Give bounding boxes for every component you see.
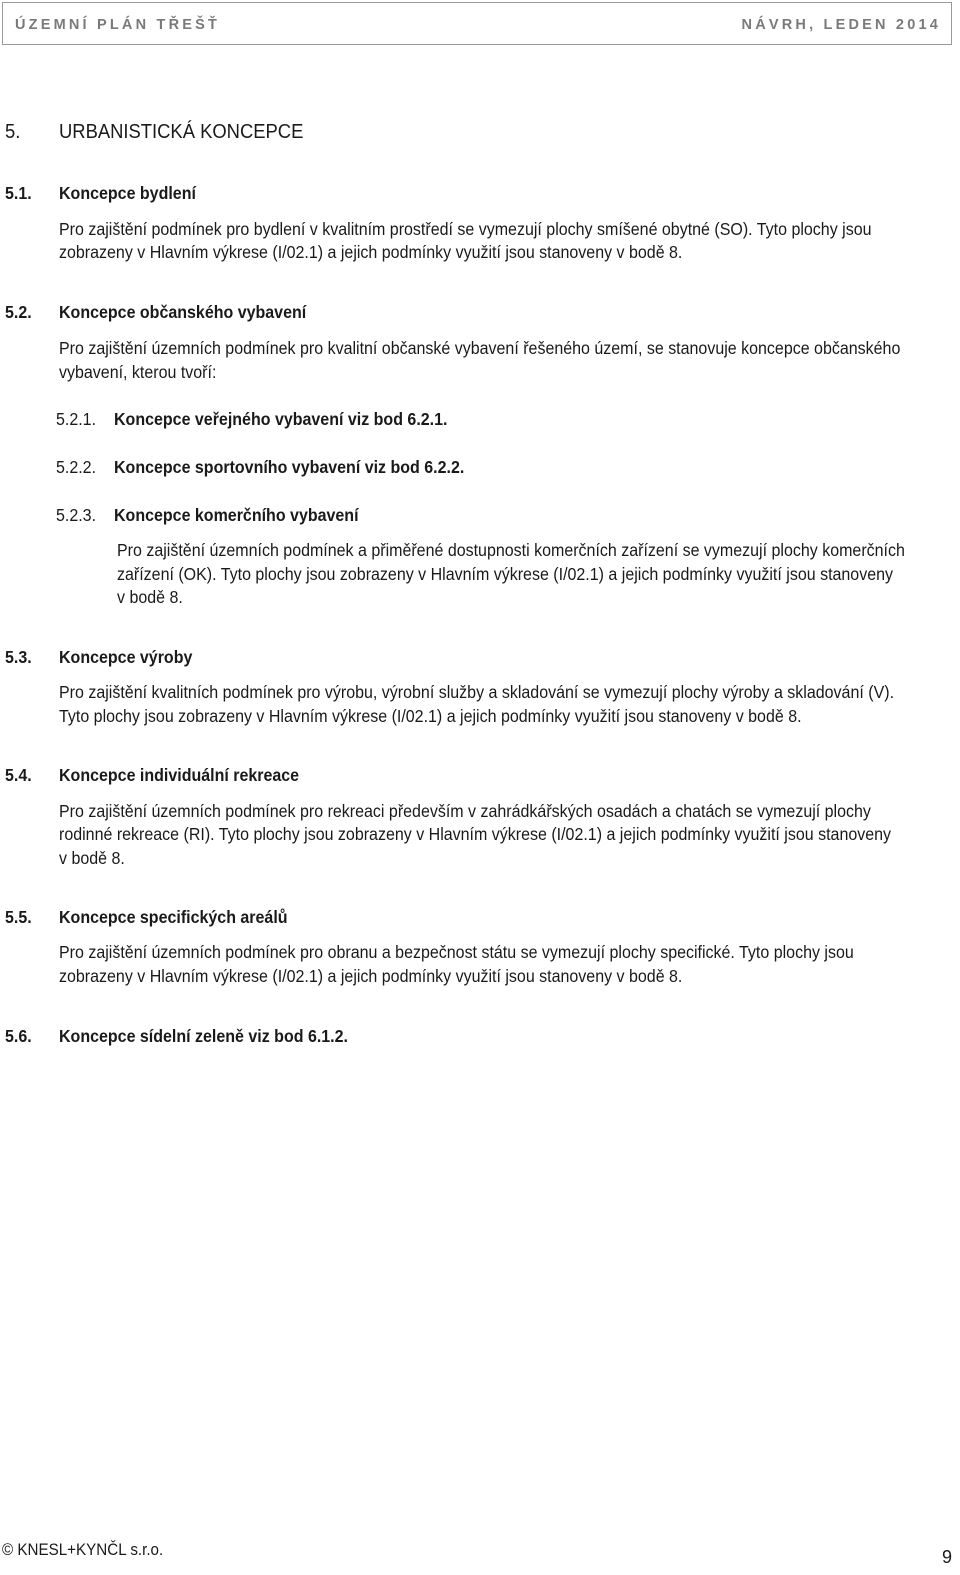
section-number-5-3: 5.3. [5,647,32,667]
section-5-2-line-2: vybavení, kterou tvoří: [59,362,217,382]
subsection-number-5-2-2: 5.2.2. [56,457,97,477]
section-5-1-line-2: zobrazeny v Hlavním výkrese (I/02.1) a jejich podmínky využití jsou stanoveny v bodě 8. [59,242,683,262]
section-5-4-line-2: rodinné rekreace (RI). Tyto plochy jsou zobrazeny v Hlavním výkrese (I/02.1) a jejich podmínky využití jsou stanoveny [59,824,892,844]
section-5-5-line-1: Pro zajištění územních podmínek pro obranu a bezpečnost státu se vymezují plochy specifické. Tyto plochy jsou [59,942,854,962]
chapter-title: URBANISTICKÁ KONCEPCE [59,121,304,143]
section-5-4-line-3: v bodě 8. [59,848,125,868]
section-number-5-2: 5.2. [5,302,32,322]
subsection-title-5-2-2: Koncepce sportovního vybavení viz bod 6.2.2. [114,457,465,477]
subsection-title-5-2-1: Koncepce veřejného vybavení viz bod 6.2.1. [114,409,448,429]
section-5-1-line-1: Pro zajištění podmínek pro bydlení v kvalitním prostředí se vymezují plochy smíšené obytné (SO). Tyto plochy jsou [59,219,872,239]
section-5-3-line-2: Tyto plochy jsou zobrazeny v Hlavním výkrese (I/02.1) a jejich podmínky využití jsou stanoveny v bodě 8. [59,706,802,726]
section-number-5-1: 5.1. [5,183,32,203]
section-5-2-line-1: Pro zajištění územních podmínek pro kvalitní občanské vybavení řešeného území, se stanovuje koncepce občanského [59,338,901,358]
subsection-5-2-3-line-1: Pro zajištění územních podmínek a přiměřené dostupnosti komerčních zařízení se vymezují plochy komerčních [117,540,905,560]
section-title-5-4: Koncepce individuální rekreace [59,765,300,785]
page-header [2,2,952,45]
footer-page-number: 9 [941,1547,952,1567]
section-5-5-line-2: zobrazeny v Hlavním výkrese (I/02.1) a jejich podmínky využití jsou stanoveny v bodě 8. [59,966,683,986]
section-number-5-5: 5.5. [5,907,32,927]
subsection-number-5-2-3: 5.2.3. [56,505,97,525]
subsection-5-2-3-line-2: zařízení (OK). Tyto plochy jsou zobrazeny v Hlavním výkrese (I/02.1) a jejich podmínky využití jsou stanoveny [117,564,894,584]
section-title-5-2: Koncepce občanského vybavení [59,302,307,322]
section-5-3-line-1: Pro zajištění kvalitních podmínek pro výrobu, výrobní služby a skladování se vymezují plochy výroby a skladování (V). [59,682,895,702]
subsection-number-5-2-1: 5.2.1. [56,409,97,429]
header-document-title: ÚZEMNÍ PLÁN TŘEŠŤ [15,17,221,33]
footer-copyright: © KNESL+KYNČL s.r.o. [2,1541,164,1559]
section-title-5-3: Koncepce výroby [59,647,193,667]
chapter-number: 5. [5,121,21,143]
header-version-date: NÁVRH, LEDEN 2014 [741,17,941,33]
subsection-title-5-2-3: Koncepce komerčního vybavení [114,505,359,525]
section-title-5-1: Koncepce bydlení [59,183,196,203]
section-title-5-5: Koncepce specifických areálů [59,907,288,927]
section-number-5-4: 5.4. [5,765,32,785]
section-5-4-line-1: Pro zajištění územních podmínek pro rekreaci především v zahrádkářských osadách a chatách se vymezují plochy [59,801,871,821]
section-title-5-6: Koncepce sídelní zeleně viz bod 6.1.2. [59,1026,348,1046]
section-number-5-6: 5.6. [5,1026,32,1046]
subsection-5-2-3-line-3: v bodě 8. [117,587,183,607]
